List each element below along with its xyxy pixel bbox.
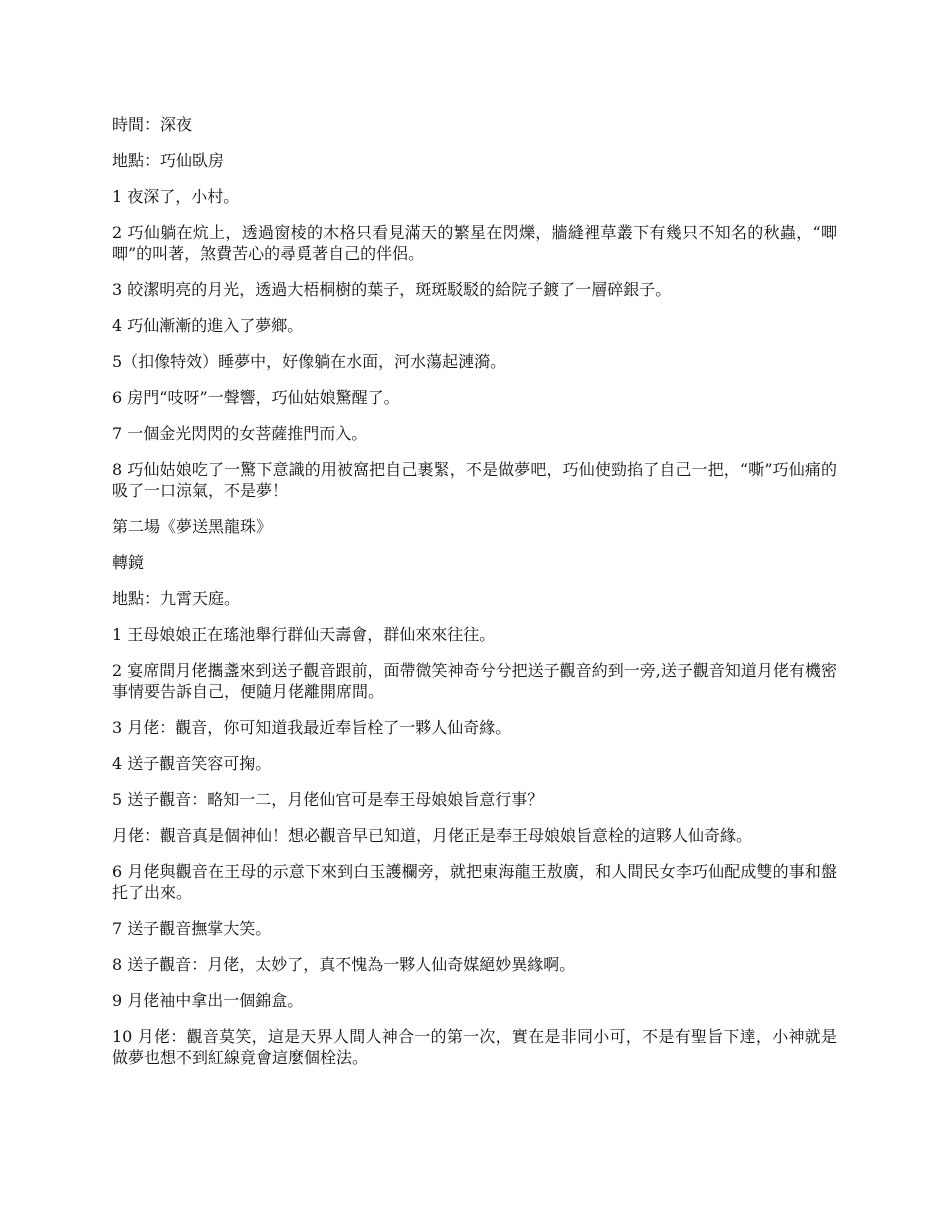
- scene2-line-5: 5 送子觀音：略知一二，月佬仙官可是奉王母娘娘旨意行事？: [112, 790, 544, 809]
- script-line-1: 1 夜深了，小村。: [112, 187, 240, 206]
- scene2-line-7: 7 送子觀音撫掌大笑。: [112, 919, 272, 938]
- scene2-line-6: 6 月佬與觀音在王母的示意下來到白玉護欄旁，就把東海龍王敖廣，和人間民女李巧仙配成雙的事和盤托了出來。: [112, 862, 837, 902]
- scene2-line-3: 3 月佬：觀音，你可知道我最近奉旨栓了一夥人仙奇緣。: [112, 718, 512, 737]
- scene-transition: 轉鏡: [112, 553, 145, 572]
- scene-time: 時間：深夜: [112, 115, 193, 134]
- scene2-line-8: 8 送子觀音：月佬，太妙了，真不愧為一夥人仙奇媒絕妙異緣啊。: [112, 955, 576, 974]
- scene-location-2: 地點：九霄天庭。: [112, 589, 241, 608]
- scene2-line-4: 4 送子觀音笑容可掬。: [112, 754, 272, 773]
- document-page: [112, 114, 837, 1083]
- script-line-2: 2 巧仙躺在炕上，透過窗棱的木格只看見滿天的繁星在閃爍，牆縫裡草叢下有幾只不知名的秋蟲，“唧唧”的叫著，煞費苦心的尋覓著自己的伴侶。: [112, 223, 837, 263]
- scene2-line-9: 9 月佬袖中拿出一個錦盒。: [112, 991, 304, 1010]
- script-line-7: 7 一個金光閃閃的女菩薩推門而入。: [112, 424, 368, 443]
- scene2-line-2: 2 宴席間月佬攜盞來到送子觀音跟前，面帶微笑神奇兮兮把送子觀音約到一旁,送子觀音知道月佬有機密事情要告訴自己，便隨月佬離開席間。: [112, 661, 837, 701]
- scene2-line-10: 10 月佬：觀音莫笑，這是天界人間人神合一的第一次，實在是非同小可，不是有聖旨下達，小神就是做夢也想不到紅線竟會這麼個栓法。: [112, 1027, 837, 1067]
- scene2-line-5b: 月佬：觀音真是個神仙！想必觀音早已知道，月佬正是奉王母娘娘旨意栓的這夥人仙奇緣。: [112, 826, 753, 845]
- script-line-4: 4 巧仙漸漸的進入了夢鄉。: [112, 316, 304, 335]
- scene-location: 地點：巧仙臥房: [112, 151, 225, 170]
- scene-title: 第二場《夢送黑龍珠》: [112, 517, 273, 536]
- script-line-5: 5（扣像特效）睡夢中，好像躺在水面，河水蕩起漣漪。: [112, 352, 507, 371]
- script-line-6: 6 房門“吱呀”一聲響，巧仙姑娘驚醒了。: [112, 388, 400, 407]
- script-line-8: 8 巧仙姑娘吃了一驚下意識的用被窩把自己裹緊，不是做夢吧，巧仙使勁掐了自己一把，“嘶”巧仙痛的吸了一口涼氣，不是夢！: [112, 460, 837, 500]
- scene2-line-1: 1 王母娘娘正在瑤池舉行群仙天壽會，群仙來來往往。: [112, 625, 496, 644]
- script-line-3: 3 皎潔明亮的月光，透過大梧桐樹的葉子，斑斑駁駁的給院子鍍了一層碎銀子。: [112, 280, 672, 299]
